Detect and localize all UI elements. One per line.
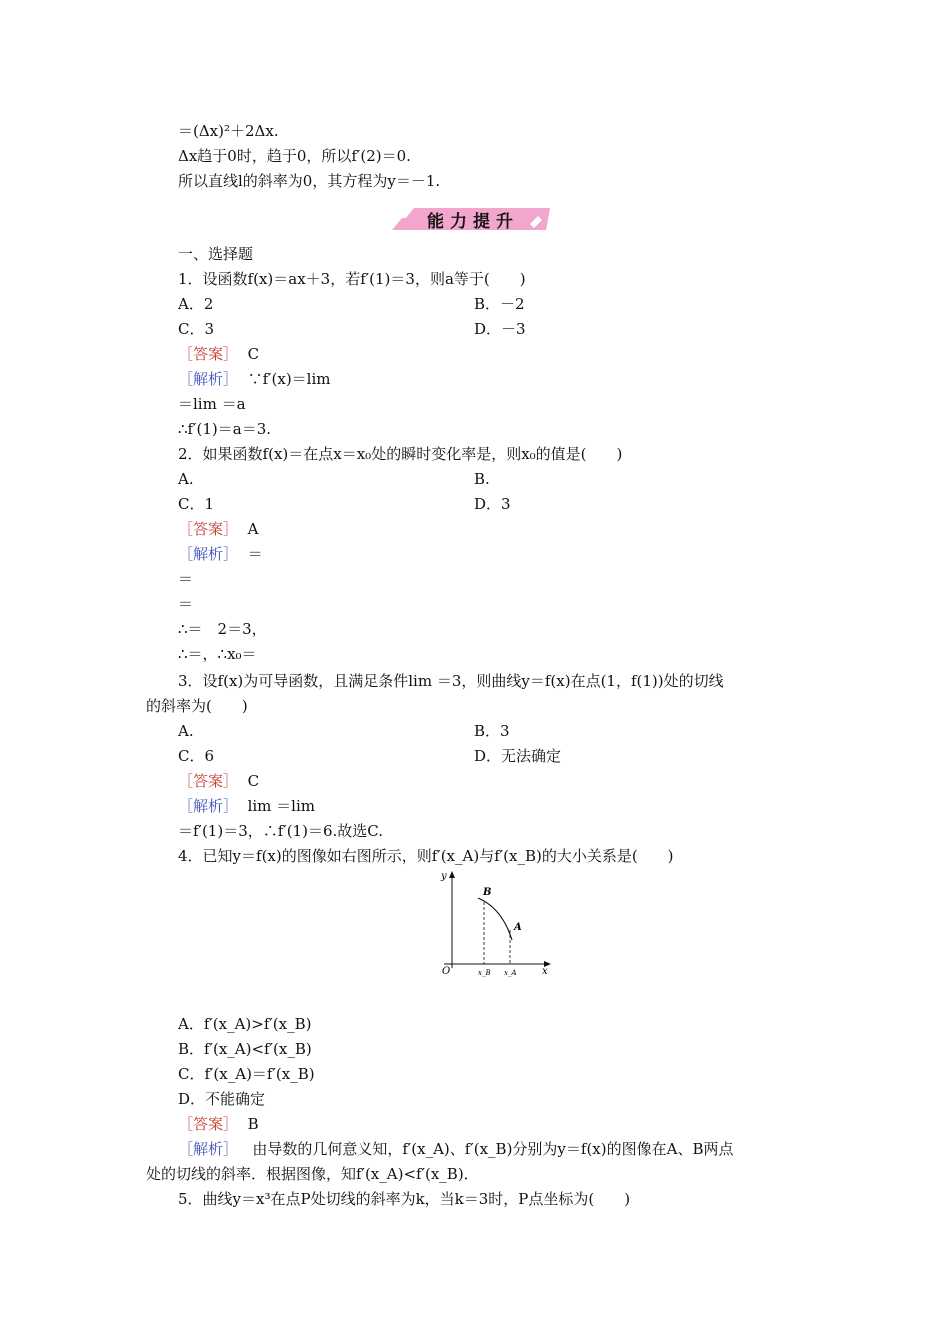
q4-answer-line: [178, 1114, 259, 1134]
q4-answer: B: [247, 1115, 259, 1133]
q4-analysis-2: 处的切线的斜率．根据图像，知f′(x_A)<f′(x_B)．: [146, 1165, 479, 1183]
answer-tag: ［答案］: [178, 1115, 239, 1133]
q3-stem-2: 的斜率为( ): [146, 697, 248, 715]
q4-option-a: A．f′(x_A)>f′(x_B): [178, 1015, 312, 1033]
analysis-tag: ［解析］: [178, 1140, 239, 1158]
q1-stem: 1．设函数f(x)＝ax＋3，若f′(1)＝3，则a等于( ): [178, 270, 526, 288]
point-a-label: A: [514, 922, 522, 933]
q3-analysis-1: lim ＝lim: [247, 797, 315, 815]
q2-analysis-1: ＝: [247, 545, 263, 563]
q3-answer-line: [178, 771, 259, 791]
intro-line-3: 所以直线l的斜率为0，其方程为y＝－1.: [178, 172, 441, 190]
q1-option-b: B．－2: [474, 295, 525, 313]
answer-tag: ［答案］: [178, 520, 239, 538]
q1-analysis-3: ∴f′(1)＝a＝3.: [178, 420, 272, 438]
q2-stem: 2．如果函数f(x)＝在点x＝x₀处的瞬时变化率是，则x₀的值是( ): [178, 445, 623, 463]
q2-answer-line: [178, 519, 258, 539]
y-axis-arrow: [449, 871, 455, 878]
q3-option-a: A.: [178, 722, 194, 740]
q2-analysis-3: ＝: [178, 595, 194, 613]
q2-analysis-line-1: [178, 544, 263, 564]
q4-option-b: B．f′(x_A)<f′(x_B): [178, 1040, 312, 1058]
q4-analysis-line-1: [178, 1139, 733, 1159]
q3-stem-1: 3．设f(x)为可导函数，且满足条件lim ＝3，则曲线y＝f(x)在点(1，f(1))处的切线: [178, 672, 724, 690]
q1-analysis-2: ＝lim ＝a: [178, 395, 246, 413]
q3-option-c: C．6: [178, 747, 215, 765]
q4-option-c: C．f′(x_A)＝f′(x_B): [178, 1065, 315, 1083]
q1-option-a: A．2: [178, 295, 214, 313]
q1-option-c: C．3: [178, 320, 215, 338]
q2-option-d: D．3: [474, 495, 511, 513]
q3-answer: C: [247, 772, 260, 790]
banner-title: 能力提升: [427, 212, 519, 232]
q1-answer: C: [247, 345, 260, 363]
analysis-tag: ［解析］: [178, 797, 239, 815]
q3-option-b: B．3: [474, 722, 510, 740]
q1-analysis-1: ∵f′(x)＝lim: [247, 370, 331, 388]
y-axis-label: y: [441, 871, 447, 882]
intro-line-2: Δx趋于0时，趋于0，所以f′(2)＝0.: [178, 147, 411, 165]
q3-option-d: D．无法确定: [474, 747, 562, 765]
q2-answer: A: [247, 520, 259, 538]
section-heading: 一、选择题: [178, 245, 254, 263]
q4-figure: [430, 868, 560, 978]
q4-analysis-1: 由导数的几何意义知，f′(x_A)、f′(x_B)分别为y＝f(x)的图像在A、B两点: [252, 1140, 734, 1158]
q1-answer-line: [178, 344, 259, 364]
q2-option-b: B.: [474, 470, 490, 488]
q1-option-d: D．－3: [474, 320, 526, 338]
q2-option-a: A.: [178, 470, 194, 488]
analysis-tag: ［解析］: [178, 545, 239, 563]
intro-line-1: ＝(Δx)²＋2Δx.: [178, 122, 279, 140]
tick-xb-label: x_B: [478, 969, 491, 977]
q3-analysis-2: ＝f′(1)＝3，∴f′(1)＝6.故选C.: [178, 822, 383, 840]
q2-analysis-4: ∴＝ 2＝3，: [178, 620, 267, 638]
analysis-tag: ［解析］: [178, 370, 239, 388]
answer-tag: ［答案］: [178, 345, 239, 363]
point-b-label: B: [483, 887, 492, 898]
function-curve: [478, 898, 512, 940]
q4-option-d: D．不能确定: [178, 1090, 266, 1108]
q4-stem: 4．已知y＝f(x)的图像如右图所示，则f′(x_A)与f′(x_B)的大小关系是( ): [178, 847, 674, 865]
q2-option-c: C．1: [178, 495, 215, 513]
q2-analysis-2: ＝: [178, 570, 194, 588]
section-banner: [392, 202, 554, 232]
tick-xa-label: x_A: [504, 969, 517, 977]
q5-stem: 5．曲线y＝x³在点P处切线的斜率为k，当k＝3时，P点坐标为( ): [178, 1190, 631, 1208]
q3-analysis-line-1: [178, 796, 315, 816]
q1-analysis-line-1: [178, 369, 331, 389]
origin-label: O: [442, 966, 451, 977]
answer-tag: ［答案］: [178, 772, 239, 790]
x-axis-label: x: [542, 966, 548, 977]
q2-analysis-5: ∴＝，∴x₀＝: [178, 645, 257, 663]
